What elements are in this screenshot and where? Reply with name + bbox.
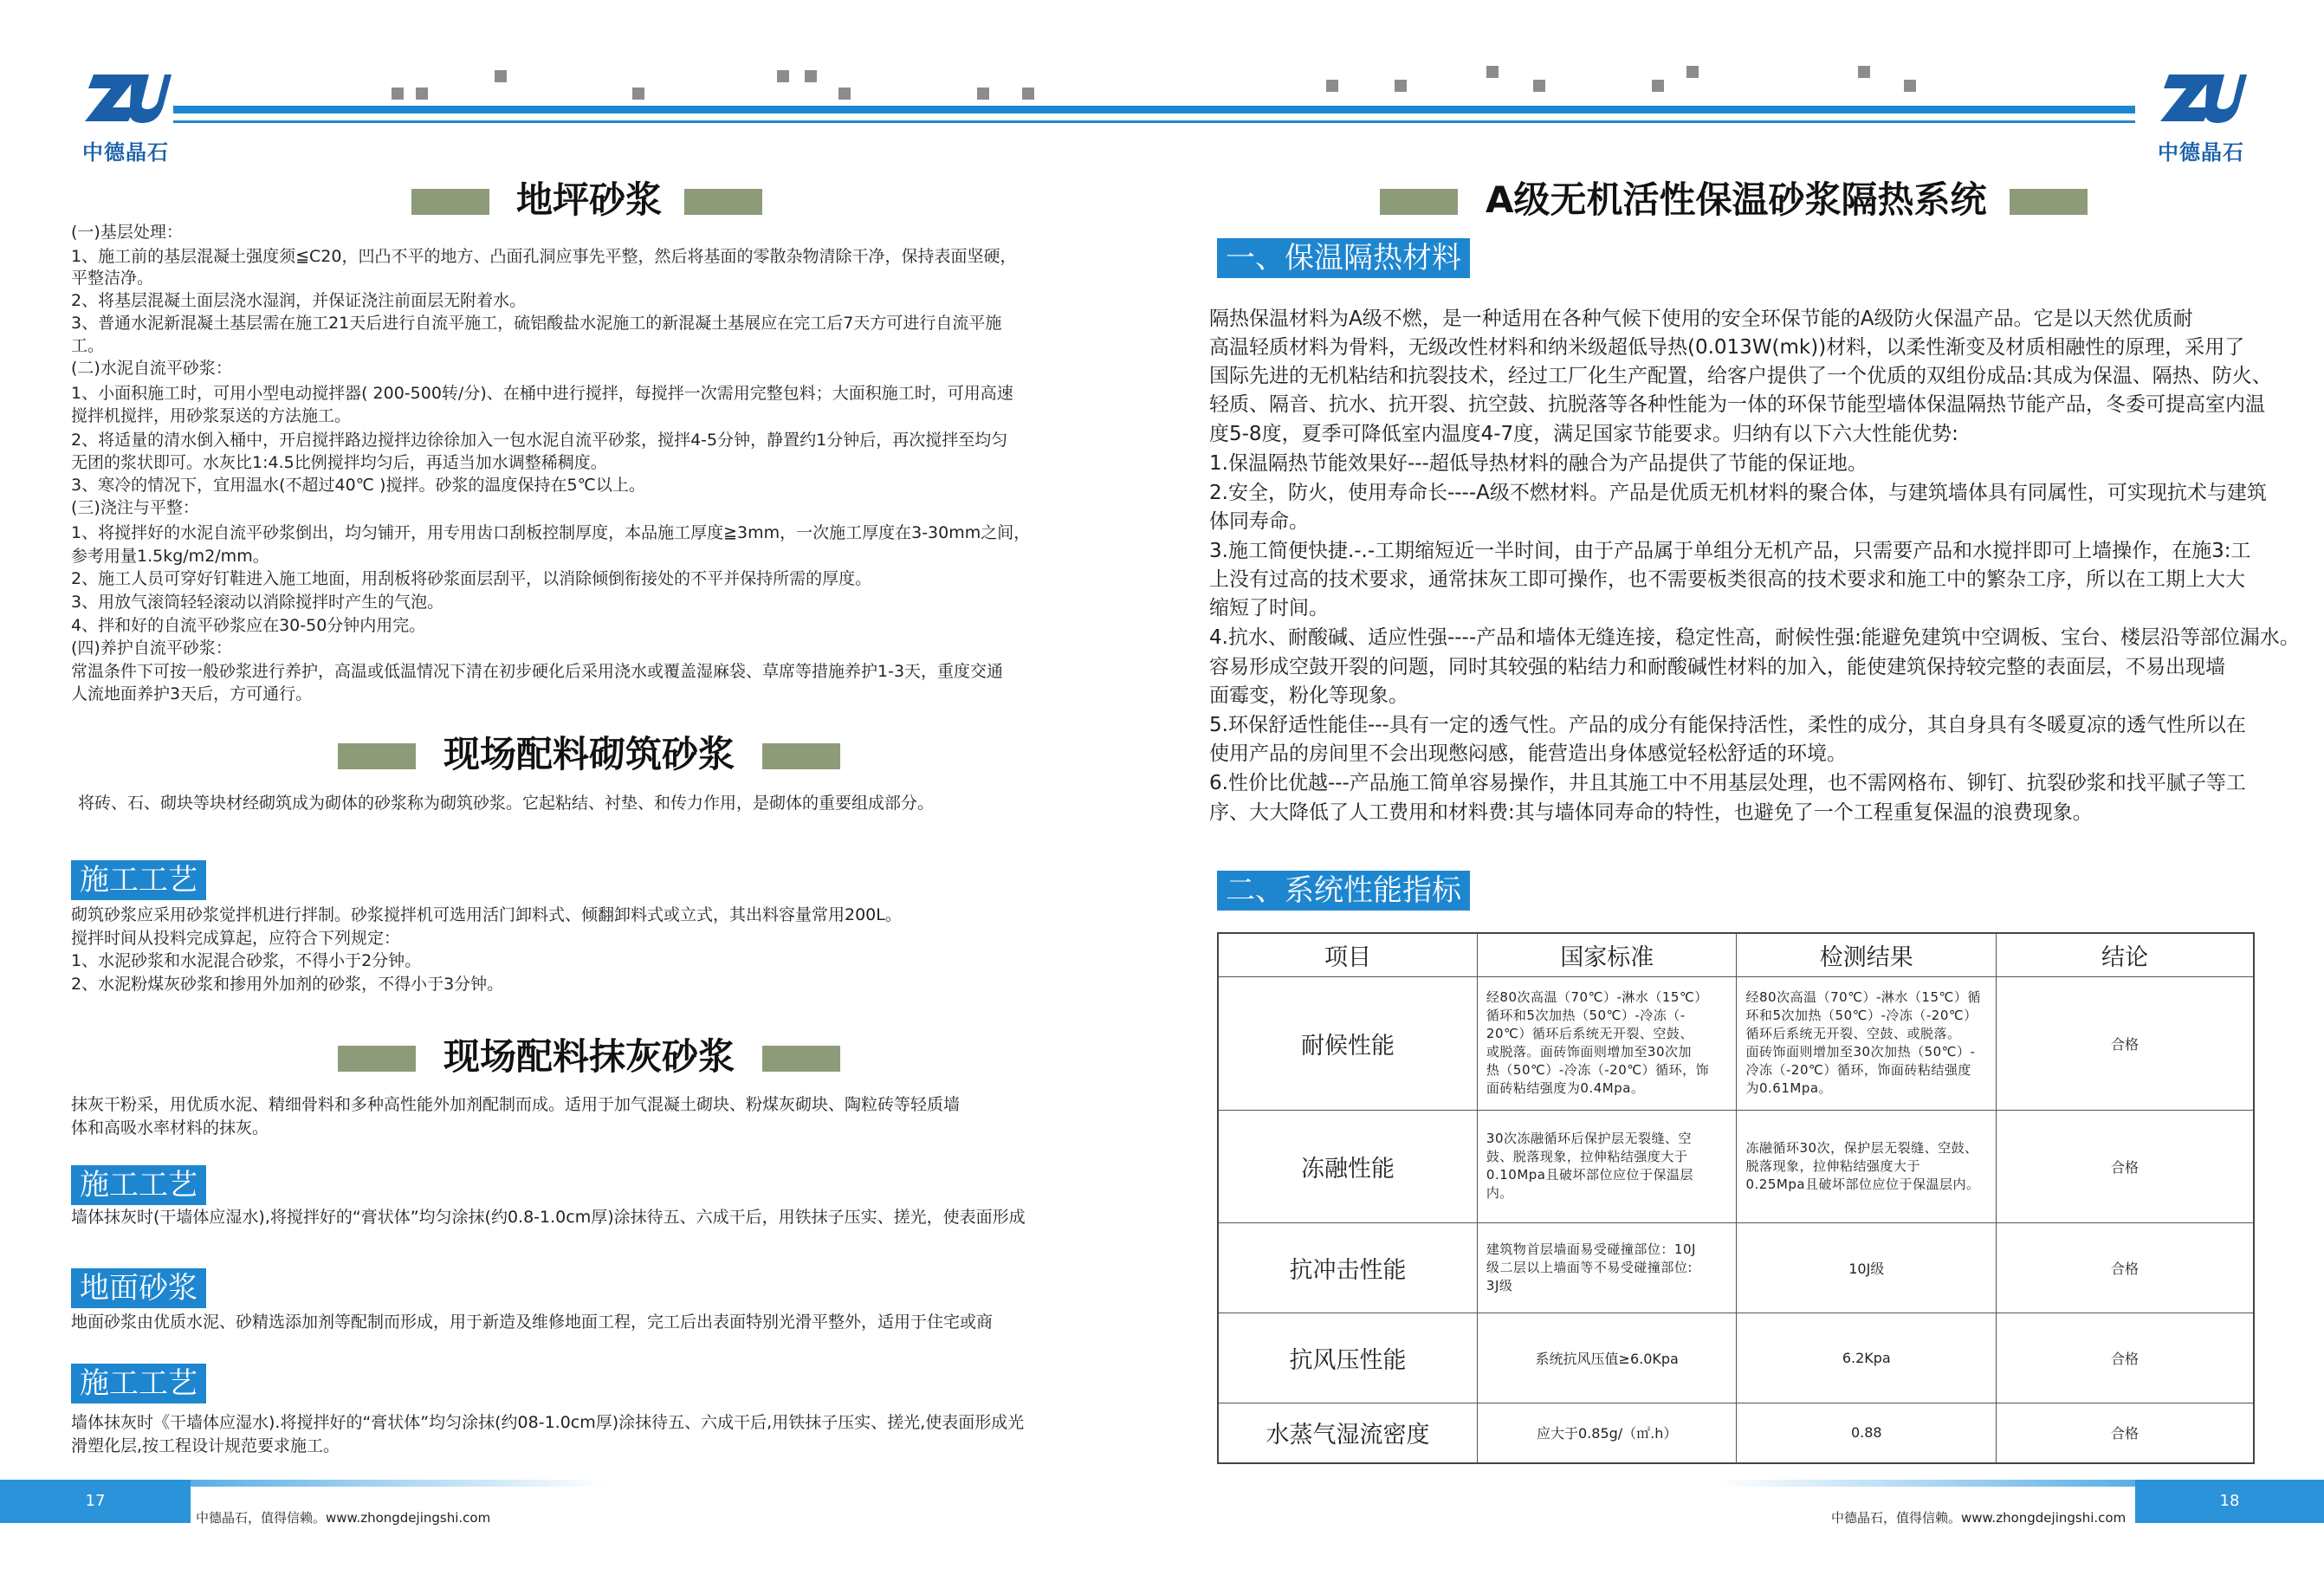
cell-line: 建筑物首层墙面易受碰撞部位：10J	[1486, 1241, 1696, 1257]
text-line: 度5-8度，夏季可降低室内温度4-7度，满足国家节能要求。归纳有以下六大性能优势:	[1209, 423, 1958, 445]
cell-line: 为0.61Mpa。	[1745, 1080, 1833, 1096]
cell-result	[1737, 1110, 1997, 1222]
cell-line: 30次冻融循环后保护层无裂缝、空	[1486, 1131, 1693, 1146]
table-row	[1218, 976, 2254, 1110]
cell-standard	[1477, 976, 1737, 1110]
text-line: 1、将搅拌好的水泥自流平砂浆倒出，均匀铺开，用专用齿口刮板控制厚度，本品施工厚度≧3mm，一次施工厚度在3-30mm之间，	[71, 523, 1031, 542]
cell-line: 6.2Kpa	[1842, 1349, 1891, 1366]
title-bar-right	[762, 1046, 840, 1072]
title-bar-right	[684, 189, 762, 215]
footer-rule-right	[1719, 1480, 2135, 1487]
deco-square	[1326, 80, 1338, 92]
text-line: 隔热保温材料为A级不燃，是一种适用在各种气候下使用的安全环保节能的A级防火保温产品。它是以天然优质耐	[1209, 308, 2193, 330]
text-line: 1.保温隔热节能效果好---超低导热材料的融合为产品提供了节能的保证地。	[1209, 452, 1868, 475]
cell-line: 0.88	[1850, 1424, 1882, 1442]
text-line: 容易形成空鼓开裂的问题，同时其较强的粘结力和耐酸碱性材料的加入，能使建筑保持较完整的表面层，不易出现墙	[1209, 656, 2225, 678]
label-system-performance: 二、系统性能指标	[1217, 871, 1470, 911]
cell-conclusion: 合格	[1997, 1110, 2254, 1222]
deco-square	[632, 88, 644, 100]
header-test-result: 检测结果	[1737, 933, 1997, 976]
text-line: 国际先进的无机粘结和抗裂技术，经过工厂化生产配置，给客户提供了一个优质的双组份成品:其成为保温、隔热、防火、	[1209, 365, 2272, 387]
text-line: 2.安全，防火，使用寿命长----A级不燃材料。产品是优质无机材料的聚合体，与建筑墙体具有同属性，可实现抗术与建筑	[1209, 482, 2267, 504]
deco-square	[777, 70, 789, 82]
cell-line: 或脱落。面砖饰面则增加至30次加	[1486, 1044, 1693, 1060]
text-line: 墙体抹灰时《干墙体应湿水).将搅拌好的“膏状体”均匀涂抹(约08-1.0cm厚)涂抹待五、六成干后,用铁抹子压实、搓光,使表面形成光	[71, 1413, 1025, 1432]
cell-standard	[1477, 1403, 1737, 1463]
label-floor-mortar: 地面砂浆	[71, 1268, 206, 1308]
text-line: 2、水泥粉煤灰砂浆和掺用外加剂的砂浆，不得小于3分钟。	[71, 975, 504, 994]
text-line: (三)浇注与平整：	[71, 498, 199, 517]
footer-slogan-left: 中德晶石，值得信赖。www.zhongdejingshi.com	[196, 1510, 491, 1526]
text-line: 轻质、隔音、抗水、抗开裂、抗空鼓、抗脱落等各种性能为一体的环保节能型墙体保温隔热节能产品，冬委可提高室内温	[1209, 393, 2265, 416]
text-line: 常温条件下可按一般砂浆进行养护，高温或低温情况下清在初步硬化后采用浇水或覆盖湿麻袋、草席等措施养护1-3天，重度交通	[71, 662, 1004, 681]
cell-item: 抗冲击性能	[1218, 1222, 1477, 1313]
cell-conclusion: 合格	[1997, 1222, 2254, 1313]
title-bar-left	[338, 1046, 416, 1072]
table-row	[1218, 1313, 2254, 1403]
text-line: (一)基层处理：	[71, 223, 183, 242]
deco-square	[1533, 80, 1545, 92]
page-number-right: 18	[2135, 1480, 2324, 1523]
performance-table	[1217, 932, 2255, 1464]
deco-square	[1395, 80, 1407, 92]
cell-line: 鼓、脱落现象，拉伸粘结强度大于	[1486, 1149, 1688, 1164]
cell-item: 耐候性能	[1218, 976, 1477, 1110]
text-line: 平整洁净。	[71, 269, 154, 288]
cell-line: 冻融循环30次，保护层无裂缝、空鼓、	[1745, 1139, 1978, 1156]
text-line: 人流地面养护3天后，方可通行。	[71, 684, 313, 703]
deco-square	[1858, 66, 1870, 78]
cell-line: 热（50℃）-冷冻（-20℃）循环，饰	[1486, 1062, 1710, 1078]
cell-result	[1737, 1313, 1997, 1403]
text-line: 3、普通水泥新混凝土基层需在施工21天后进行自流平施工，硫铝酸盐水泥施工的新混凝土基展应在完工后7天方可进行自流平施	[71, 314, 1002, 333]
cell-conclusion: 合格	[1997, 1313, 2254, 1403]
table-row	[1218, 1110, 2254, 1222]
deco-square	[1904, 80, 1916, 92]
logo-right-text: 中德晶石	[2158, 140, 2244, 165]
cell-line: 应大于0.85g/（㎡.h）	[1537, 1425, 1678, 1442]
text-line: 2、施工人员可穿好钉鞋进入施工地面，用刮板将砂浆面层刮平，以消除倾倒衔接处的不平并保持所需的厚度。	[71, 569, 872, 588]
floor-mortar-desc: 地面砂浆由优质水泥、砂精选添加剂等配制而形成，用于新造及维修地面工程，完工后出表面特别光滑平整外，适用于住宅或商	[71, 1313, 994, 1332]
text-line: (二)水泥自流平砂浆：	[71, 359, 232, 378]
text-line: 3.施工简便快捷.-.-工期缩短近一半时间，由于产品属于单组分无机产品，只需要产品和水搅拌即可上墙操作，在施3:工	[1209, 540, 2251, 562]
cell-line: 0.25Mpa且破坏部位应位于保温层内。	[1745, 1176, 1980, 1192]
zd-logo-icon	[2153, 68, 2249, 135]
table-row	[1218, 1403, 2254, 1463]
logo-right	[2153, 68, 2249, 167]
deco-square	[495, 70, 507, 82]
text-line: 体和高吸水率材料的抹灰。	[71, 1118, 269, 1138]
logo-left-text: 中德晶石	[82, 140, 169, 165]
text-line: (四)养护自流平砂浆：	[71, 638, 232, 658]
cell-standard	[1477, 1110, 1737, 1222]
page-number-left: 17	[0, 1480, 191, 1523]
deco-square	[1652, 80, 1664, 92]
cell-line: 环和5次加热（50℃）-冷冻（-20℃）	[1745, 1008, 1978, 1023]
cell-line: 10J级	[1848, 1260, 1885, 1277]
header-rule	[173, 106, 2135, 113]
table-header-row	[1218, 933, 2254, 976]
text-line: 上没有过高的技术要求，通常抹灰工即可操作，也不需要板类很高的技术要求和施工中的繁杂工序，所以在工期上大大	[1209, 568, 2245, 591]
title-bar-right	[2010, 189, 2088, 215]
cell-standard	[1477, 1313, 1737, 1403]
cell-result	[1737, 1403, 1997, 1463]
deco-square	[1022, 88, 1034, 100]
text-line: 2、将基层混凝土面层浇水湿润，并保证浇注前面层无附着水。	[71, 291, 527, 310]
header-conclusion: 结论	[1997, 933, 2254, 976]
text-line: 砌筑砂浆应采用砂浆觉拌机进行拌制。砂浆搅拌机可选用活门卸料式、倾翻卸料式或立式，其出料容量常用200L。	[71, 905, 902, 924]
text-line: 序、大大降低了人工费用和材料费:其与墙体同寿命的特性，也避免了一个工程重复保温的浪费现象。	[1209, 801, 2093, 824]
cell-line: 面砖饰面则增加至30次加热（50℃）-	[1745, 1044, 1976, 1060]
text-line: 1、小面积施工时，可用小型电动搅拌器( 200-500转/分)、在桶中进行搅拌，每搅拌一次需用完整包料；大面积施工时，可用高速	[71, 384, 1013, 403]
cell-result	[1737, 1222, 1997, 1313]
text-line: 工。	[71, 336, 105, 355]
text-line: 使用产品的房间里不会出现憋闷感，能营造出身体感觉轻松舒适的环境。	[1209, 742, 1847, 765]
deco-square	[1686, 66, 1699, 78]
cell-result	[1737, 976, 1997, 1110]
text-line: 抹灰干粉采，用优质水泥、精细骨料和多种高性能外加剂配制而成。适用于加气混凝土砌块、粉煤灰砌块、陶粒砖等轻质墙	[71, 1095, 961, 1114]
text-line: 高温轻质材料为骨料，无级改性材料和纳米级超低导热(0.013W(mk))材料，以柔性渐变及材质相融性的原理，采用了	[1209, 336, 2245, 359]
text-line: 6.性价比优越---产品施工简单容易操作，井且其施工中不用基层处理，也不需网格布、铆钉、抗裂砂浆和找平腻子等工	[1209, 772, 2246, 794]
section-title-plaster-mortar: 现场配料抹灰砂浆	[443, 1035, 735, 1078]
text-line: 参考用量1.5kg/m2/mm。	[71, 547, 269, 566]
deco-square	[977, 88, 989, 100]
section-title-floor-mortar: 地坪砂浆	[516, 178, 663, 221]
cell-line: 循环和5次加热（50℃）-冷冻（-	[1486, 1008, 1686, 1023]
deco-square	[416, 88, 428, 100]
text-line: 3、用放气滚筒轻轻滚动以消除搅拌时产生的气泡。	[71, 593, 444, 612]
text-line: 体同寿命。	[1209, 510, 1309, 533]
header-rule-thin	[173, 120, 2135, 123]
table-row	[1218, 1222, 2254, 1313]
cell-line: 0.10Mpa且破坏部位应位于保温层	[1486, 1167, 1693, 1183]
section-title-masonry-mortar: 现场配料砌筑砂浆	[443, 733, 735, 775]
deco-square	[392, 88, 404, 100]
title-bar-left	[1380, 189, 1458, 215]
label-insulation-material: 一、保温隔热材料	[1217, 238, 1470, 278]
deco-square	[805, 70, 817, 82]
text-line: 2、将适量的清水倒入桶中，开启搅拌路边搅拌边徐徐加入一包水泥自流平砂浆，搅拌4-5分钟，静置约1分钟后，再次搅拌至均匀	[71, 431, 1008, 450]
deco-square	[1486, 66, 1499, 78]
page-title-a-grade-system: A级无机活性保温砂浆隔热系统	[1486, 178, 1987, 221]
cell-standard	[1477, 1222, 1737, 1313]
text-line: 5.环保舒适性能佳---具有一定的透气性。产品的成分有能保持活性，柔性的成分，其自身具有冬暖夏凉的透气性所以在	[1209, 714, 2246, 736]
cell-conclusion: 合格	[1997, 976, 2254, 1110]
label-construction-process: 施工工艺	[71, 860, 206, 900]
text-line: 滑塑化层,按工程设计规范要求施工。	[71, 1436, 340, 1455]
cell-line: 面砖粘结强度为0.4Mpa。	[1486, 1080, 1645, 1096]
text-line: 3、寒冷的情况下，宜用温水(不超过40℃ )搅拌。砂浆的温度保持在5℃以上。	[71, 476, 645, 495]
cell-line: 冷冻（-20℃）循环，饰面砖粘结强度	[1745, 1062, 1971, 1078]
header-national-standard: 国家标准	[1477, 933, 1737, 976]
title-bar-right	[762, 743, 840, 769]
text-line: 缩短了时间。	[1209, 597, 1329, 619]
label-construction-process: 施工工艺	[71, 1165, 206, 1205]
text-line: 1、水泥砂浆和水泥混合砂浆，不得小于2分钟。	[71, 951, 422, 970]
cell-line: 经80次高温（70℃）-淋水（15℃）	[1486, 989, 1708, 1005]
cell-item: 冻融性能	[1218, 1110, 1477, 1222]
text-line: 无团的浆状即可。水灰比1:4.5比例搅拌均匀后，再适当加水调整稀稠度。	[71, 453, 607, 472]
plaster-process: 墙体抹灰时(干墙体应湿水),将搅拌好的“膏状体”均匀涂抹(约0.8-1.0cm厚)涂抹待五、六成干后，用铁抹子压实、搓光，使表面形成	[71, 1208, 1026, 1227]
cell-item: 抗风压性能	[1218, 1313, 1477, 1403]
cell-line: 脱落现象，拉伸粘结强度大于	[1745, 1157, 1920, 1174]
text-line: 搅拌机搅拌，用砂浆泵送的方法施工。	[71, 406, 352, 425]
title-bar-left	[411, 189, 489, 215]
cell-line: 循环后系统无开裂、空鼓、或脱落。	[1745, 1026, 1961, 1041]
cell-line: 3J级	[1486, 1277, 1513, 1293]
cell-line: 内。	[1486, 1185, 1513, 1201]
cell-line: 20℃）循环后系统无开裂、空鼓、	[1486, 1026, 1693, 1041]
cell-conclusion: 合格	[1997, 1403, 2254, 1463]
text-line: 面霉变，粉化等现象。	[1209, 684, 1408, 707]
footer-slogan-right: 中德晶石，值得信赖。www.zhongdejingshi.com	[1831, 1510, 2127, 1526]
text-line: 4、拌和好的自流平砂浆应在30-50分钟内用完。	[71, 616, 426, 635]
footer-rule-left	[191, 1480, 606, 1487]
logo-left	[78, 68, 173, 167]
cell-line: 经80次高温（70℃）-淋水（15℃）循	[1745, 989, 1981, 1005]
header-item: 项目	[1218, 933, 1477, 976]
cell-line: 系统抗风压值≥6.0Kpa	[1535, 1350, 1679, 1367]
title-bar-left	[338, 743, 416, 769]
text-line: 4.抗水、耐酸碱、适应性强----产品和墙体无缝连接，稳定性高，耐候性强:能避免建筑中空调板、宝台、楼层沿等部位漏水。	[1209, 626, 2300, 649]
deco-square	[838, 88, 851, 100]
cell-item: 水蒸气湿流密度	[1218, 1403, 1477, 1463]
text-line: 1、施工前的基层混凝土强度须≦C20，凹凸不平的地方、凸面孔洞应事先平整，然后将基面的零散杂物清除干净，保持表面坚硬，	[71, 247, 1017, 266]
zd-logo-icon	[78, 68, 173, 135]
label-construction-process: 施工工艺	[71, 1364, 206, 1403]
text-line: 搅拌时间从投料完成算起，应符合下列规定：	[71, 929, 401, 948]
cell-line: 级二层以上墙面等不易受碰撞部位:	[1486, 1259, 1693, 1275]
masonry-intro: 将砖、石、砌块等块材经砌筑成为砌体的砂浆称为砌筑砂浆。它起粘结、衬垫、和传力作用，是砌体的重要组成部分。	[78, 794, 935, 813]
